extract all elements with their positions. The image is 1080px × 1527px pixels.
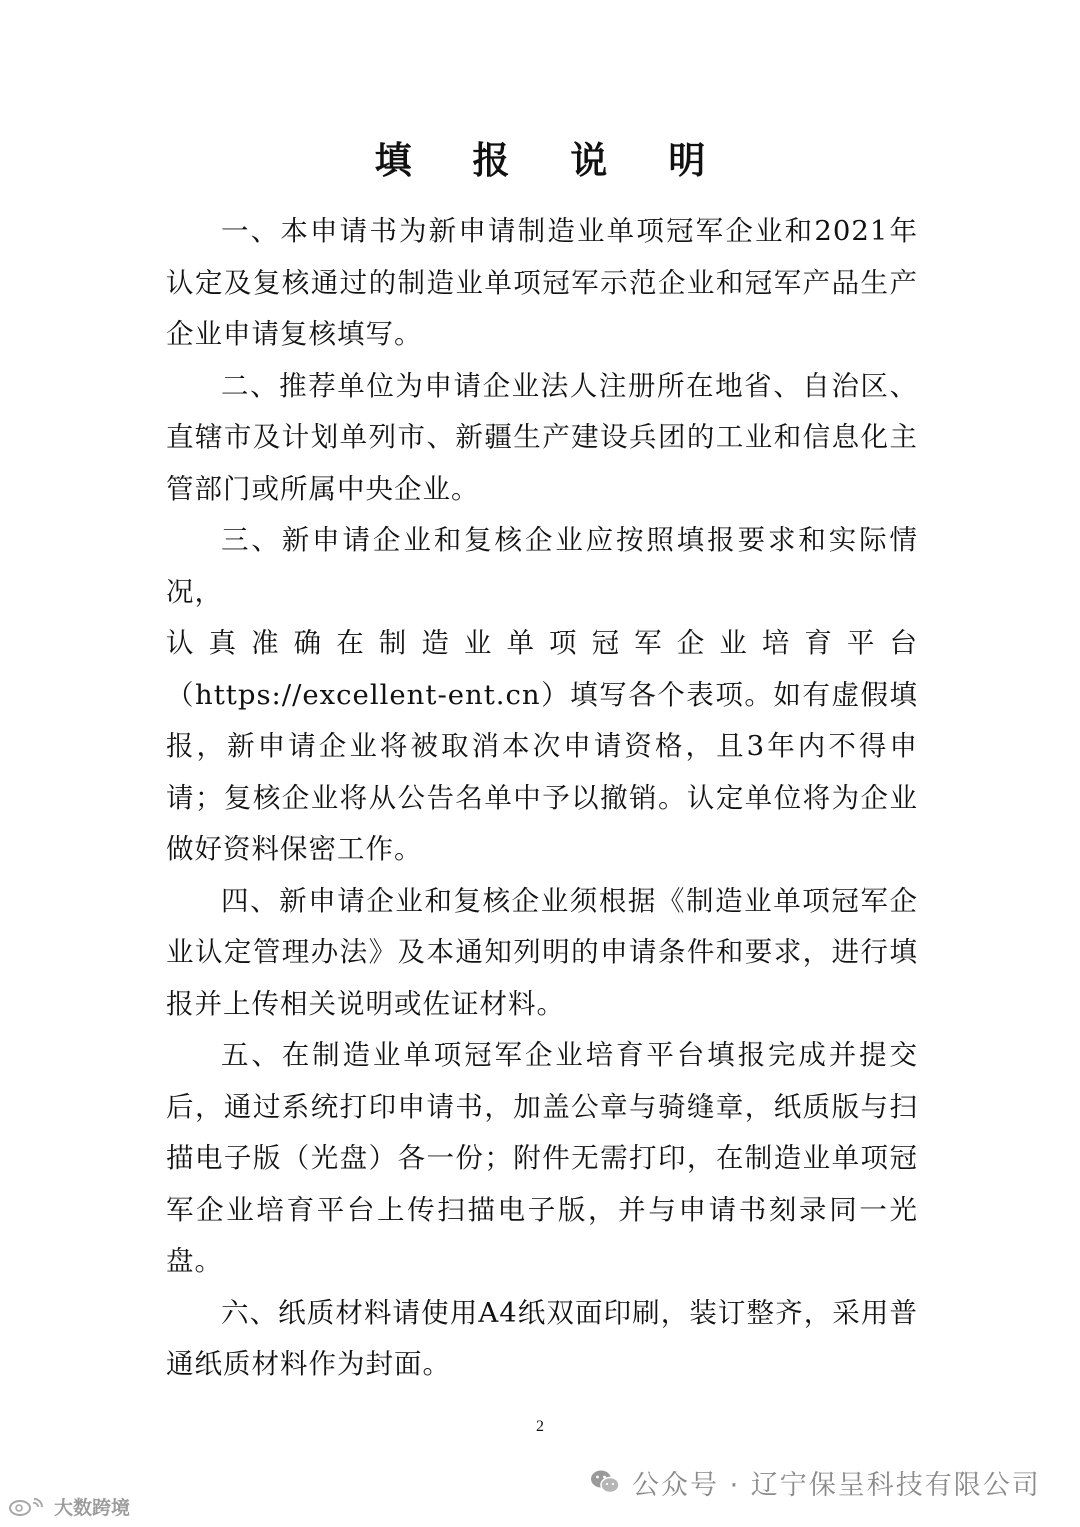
- paragraph-6: 六、纸质材料请使用A4纸双面印刷，装订整齐，采用普通纸质材料作为封面。: [166, 1296, 918, 1380]
- paragraph-5: 五、在制造业单项冠军企业培育平台填报完成并提交后，通过系统打印申请书，加盖公章与骑缝章，纸质版与扫描电子版（光盘）各一份；附件无需打印，在制造业单项冠军企业培育平台上传扫描电子版，并与申请书刻录同一光盘。: [166, 1039, 918, 1277]
- wechat-watermark: [590, 1458, 1041, 1506]
- paragraph-3-rest: （https://excellent-ent.cn）填写各个表项。如有虚假填报，新申请企业将被取消本次申请资格，且3年内不得申请；复核企业将从公告名单中予以撤销。认定单位将为企业做好资料保密工作。: [166, 678, 918, 865]
- paragraph-3-line-1: 三、新申请企业和复核企业应按照填报要求和实际情况，: [166, 524, 918, 608]
- corner-watermark: [8, 1492, 130, 1520]
- page-number: 2: [536, 1418, 544, 1435]
- document-body: [166, 206, 918, 1391]
- weibo-icon: [8, 1495, 48, 1517]
- paragraph-3-line-2: 认真准确在制造业单项冠军企业培育平台: [166, 627, 918, 659]
- corner-watermark-label: 大数跨境: [54, 1496, 131, 1519]
- paragraph-4: 四、新申请企业和复核企业须根据《制造业单项冠军企业认定管理办法》及本通知列明的申请条件和要求，进行填报并上传相关说明或佐证材料。: [166, 884, 918, 1020]
- wechat-watermark-label: 公众号 · 辽宁保呈科技有限公司: [632, 1469, 1041, 1501]
- paragraph-1: 一、本申请书为新申请制造业单项冠军企业和2021年认定及复核通过的制造业单项冠军示范企业和冠军产品生产企业申请复核填写。: [166, 215, 918, 350]
- page-title: 填 报 说 明: [374, 138, 730, 182]
- paragraph-2: 二、推荐单位为申请企业法人注册所在地省、自治区、直辖市及计划单列市、新疆生产建设兵团的工业和信息化主管部门或所属中央企业。: [166, 369, 918, 505]
- wechat-icon: [590, 1469, 620, 1495]
